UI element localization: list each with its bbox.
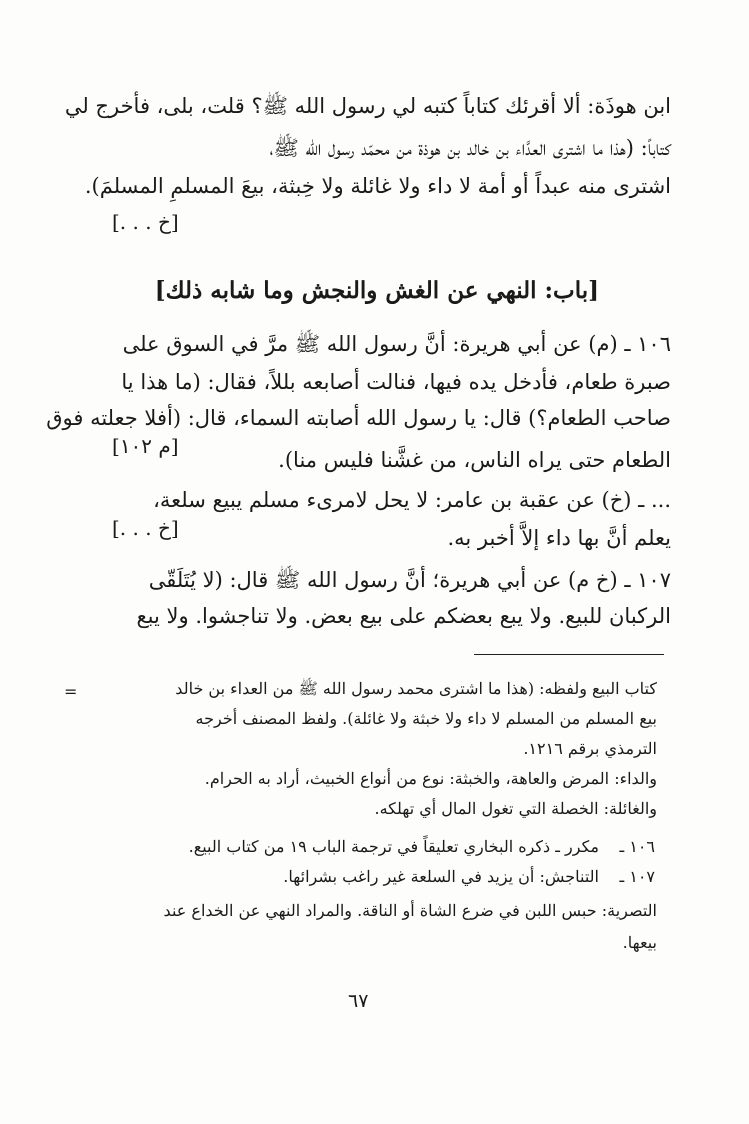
footnote-number: ١٠٦ ـ [619, 837, 655, 856]
footnote-line: التناجش: أن يزيد في السلعة غير راغب بشرائها. [283, 867, 599, 886]
text-line: ١٠٧ ـ (خ م) عن أبي هريرة؛ أنَّ رسول الله ﷺ قال: (لا يُتَلَقّى [148, 568, 671, 592]
footnote-line: والداء: المرض والعاهة، والخبثة: نوع من أنواع الخبيث، أراد به الحرام. [204, 769, 657, 788]
footnote-divider [474, 654, 664, 655]
text-line: صبرة طعام، فأدخل يده فيها، فنالت أصابعه بللاً، فقال: (ما هذا يا [121, 370, 671, 394]
text-line: ١٠٦ ـ (م) عن أبي هريرة: أنَّ رسول الله ﷺ مرَّ في السوق على [122, 332, 671, 356]
footnote-line: التصرية: حبس اللبن في ضرع الشاة أو الناقة. والمراد النهي عن الخداع عند [163, 901, 657, 920]
continuation-mark: = [64, 682, 78, 701]
source-reference: [خ . . .] [112, 210, 179, 234]
text-line: اشترى منه عبداً أو أمة لا داء ولا غائلة ولا خِبثة، بيعَ المسلمِ المسلمَ). [84, 174, 671, 198]
text-line: يعلم أنَّ بها داء إلاَّ أخبر به. [447, 526, 671, 550]
footnote-line: مكرر ـ ذكره البخاري تعليقاً في ترجمة الباب ١٩ من كتاب البيع. [188, 837, 599, 856]
source-reference: [م ١٠٢] [112, 434, 179, 458]
page-number: ٦٧ [348, 990, 369, 1012]
text-line: ... ـ (خ) عن عقبة بن عامر: لا يحل لامرىء مسلم يبيع سلعة، [153, 488, 671, 512]
footnote-number: ١٠٧ ـ [619, 867, 655, 886]
text-line: صاحب الطعام؟) قال: يا رسول الله أصابته السماء، قال: (أفلا جعلته فوق [46, 406, 671, 430]
chapter-heading: [باب: النهي عن الغش والنجش وما شابه ذلك] [154, 277, 599, 304]
text-line: كتاباً: (هذا ما اشترى العدَّاء بن خالد بن هوذة من محمّد رسول الله ﷺ، [269, 136, 671, 160]
text-line: الركبان للبيع. ولا يبع بعضكم على بيع بعض. ولا تناجشوا. ولا يبع [136, 604, 671, 628]
footnote-line: كتاب البيع ولفظه: (هذا ما اشترى محمد رسول الله ﷺ من العداء بن خالد [175, 679, 657, 698]
footnote-line: بيع المسلم من المسلم لا داء ولا خبثة ولا غائلة). ولفظ المصنف أخرجه [195, 709, 657, 728]
text-line: الطعام حتى يراه الناس، من غشَّنا فليس منا). [278, 448, 671, 472]
source-reference: [خ . . .] [112, 516, 179, 540]
footnote-line: والغائلة: الخصلة التي تغول المال أي تهلكه. [374, 799, 657, 818]
text-line: ابن هوذَة: ألا أقرئك كتاباً كتبه لي رسول الله ﷺ؟ قلت، بلى، فأخرج لي [64, 94, 671, 118]
footnote-line: بيعها. [622, 933, 657, 952]
footnote-line: الترمذي برقم ١٢١٦. [523, 739, 657, 758]
